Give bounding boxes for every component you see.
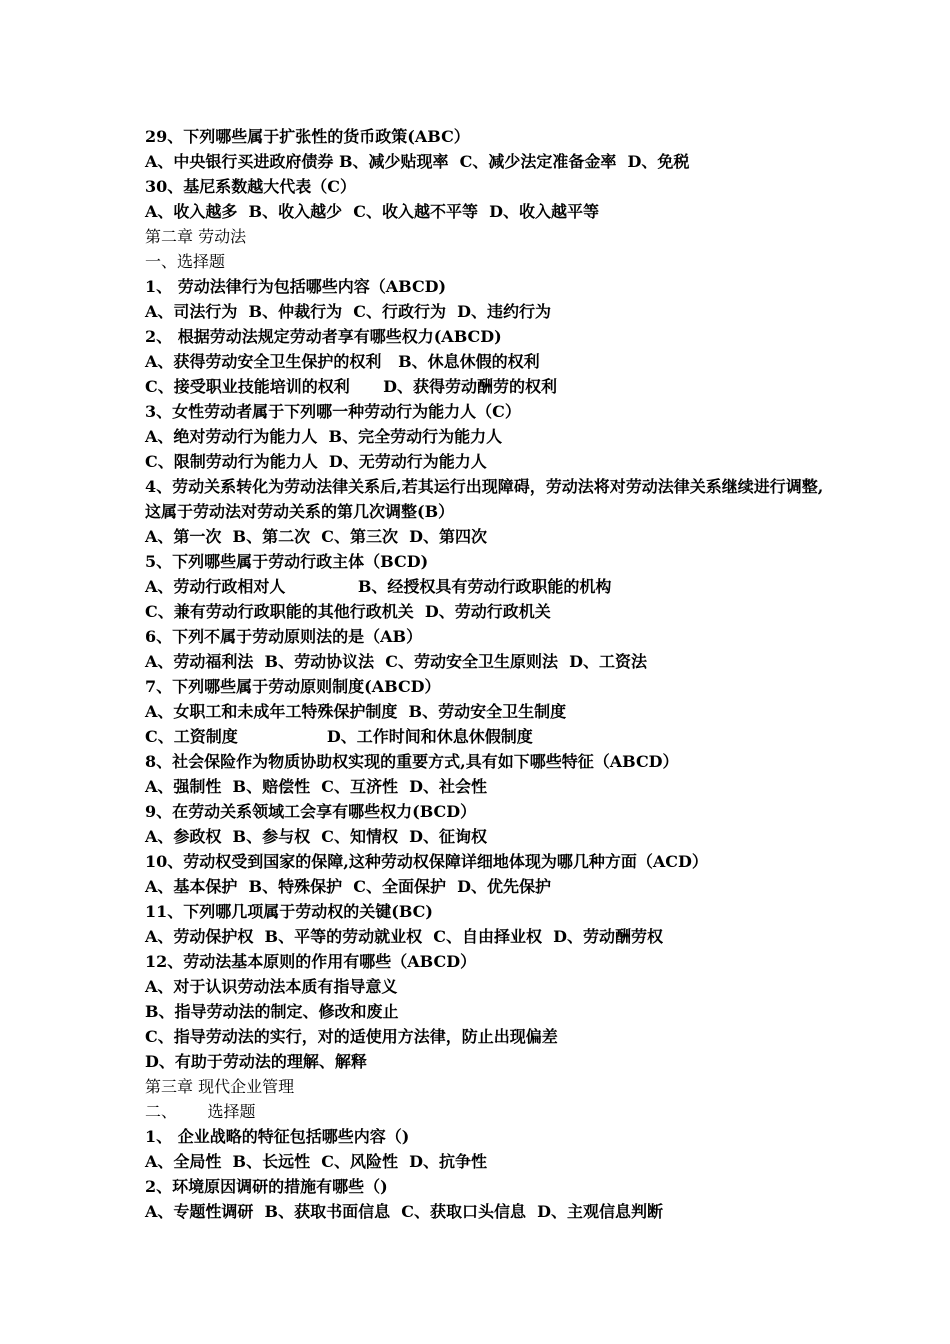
text-line: 1、 企业战略的特征包括哪些内容（) [145, 1127, 410, 1146]
text-line: C、指导劳动法的实行，对的适使用方法律，防止出现偏差 [145, 1027, 558, 1046]
text-line: A、司法行为 B、仲裁行为 C、行政行为 D、违约行为 [145, 302, 551, 321]
text-line: 7、下列哪些属于劳动原则制度(ABCD） [145, 677, 441, 696]
text-line: C、限制劳动行为能力人 D、无劳动行为能力人 [145, 452, 487, 471]
text-line: 9、在劳动关系领域工会享有哪些权力(BCD） [145, 802, 477, 821]
text-line: C、接受职业技能培训的权利 D、获得劳动酬劳的权利 [145, 377, 558, 396]
text-line: 30、基尼系数越大代表（C） [145, 177, 357, 196]
text-line: 29、下列哪些属于扩张性的货币政策(ABC） [145, 127, 470, 146]
text-line: A、中央银行买进政府债券 B、减少贴现率 C、减少法定准备金率 D、免税 [145, 152, 690, 171]
text-line: C、工资制度 D、工作时间和休息休假制度 [145, 727, 533, 746]
document-body [145, 124, 825, 1224]
text-line: 1、 劳动法律行为包括哪些内容（ABCD) [145, 277, 447, 296]
text-line: A、绝对劳动行为能力人 B、完全劳动行为能力人 [145, 427, 503, 446]
text-line: 2、 根据劳动法规定劳动者享有哪些权力(ABCD) [145, 327, 502, 346]
text-line: 12、劳动法基本原则的作用有哪些（ABCD） [145, 952, 477, 971]
text-line: A、第一次 B、第二次 C、第三次 D、第四次 [145, 527, 487, 546]
text-line: 第三章 现代企业管理 [145, 1077, 295, 1096]
text-line: 2、环境原因调研的措施有哪些（) [145, 1177, 388, 1196]
text-line: A、参政权 B、参与权 C、知情权 D、征询权 [145, 827, 487, 846]
text-line: B、指导劳动法的制定、修改和废止 [145, 1002, 399, 1021]
text-line: 3、女性劳动者属于下列哪一种劳动行为能力人（C） [145, 402, 521, 421]
text-line: A、基本保护 B、特殊保护 C、全面保护 D、优先保护 [145, 877, 551, 896]
text-line: 4、劳动关系转化为劳动法律关系后,若其运行出现障碍，劳动法将对劳动法律关系继续进行调整,这属于劳动法对劳动关系的第几次调整(B） [145, 477, 824, 521]
text-line: 二、 选择题 [145, 1102, 256, 1121]
text-line: 第二章 劳动法 [145, 227, 247, 246]
text-line: A、劳动福利法 B、劳动协议法 C、劳动安全卫生原则法 D、工资法 [145, 652, 647, 671]
text-line: A、女职工和未成年工特殊保护制度 B、劳动安全卫生制度 [145, 702, 567, 721]
text-line: 8、社会保险作为物质协助权实现的重要方式,具有如下哪些特征（ABCD） [145, 752, 679, 771]
text-line: A、强制性 B、赔偿性 C、互济性 D、社会性 [145, 777, 487, 796]
text-line: 6、下列不属于劳动原则法的是（AB） [145, 627, 423, 646]
text-line: A、收入越多 B、收入越少 C、收入越不平等 D、收入越平等 [145, 202, 599, 221]
text-line: 5、下列哪些属于劳动行政主体（BCD) [145, 552, 429, 571]
text-line: C、兼有劳动行政职能的其他行政机关 D、劳动行政机关 [145, 602, 551, 621]
text-line: A、劳动行政相对人 B、经授权具有劳动行政职能的机构 [145, 577, 612, 596]
text-line: A、劳动保护权 B、平等的劳动就业权 C、自由择业权 D、劳动酬劳权 [145, 927, 663, 946]
text-line: A、全局性 B、长远性 C、风险性 D、抗争性 [145, 1152, 487, 1171]
text-line: D、有助于劳动法的理解、解释 [145, 1052, 367, 1071]
text-line: 11、下列哪几项属于劳动权的关键(BC) [145, 902, 433, 921]
text-line: A、对于认识劳动法本质有指导意义 [145, 977, 398, 996]
text-line: 10、劳动权受到国家的保障,这种劳动权保障详细地体现为哪几种方面（ACD） [145, 852, 708, 871]
text-line: A、专题性调研 B、获取书面信息 C、获取口头信息 D、主观信息判断 [145, 1202, 663, 1221]
text-line: 一、选择题 [145, 252, 226, 271]
text-line: A、获得劳动安全卫生保护的权利 B、休息休假的权利 [145, 352, 540, 371]
